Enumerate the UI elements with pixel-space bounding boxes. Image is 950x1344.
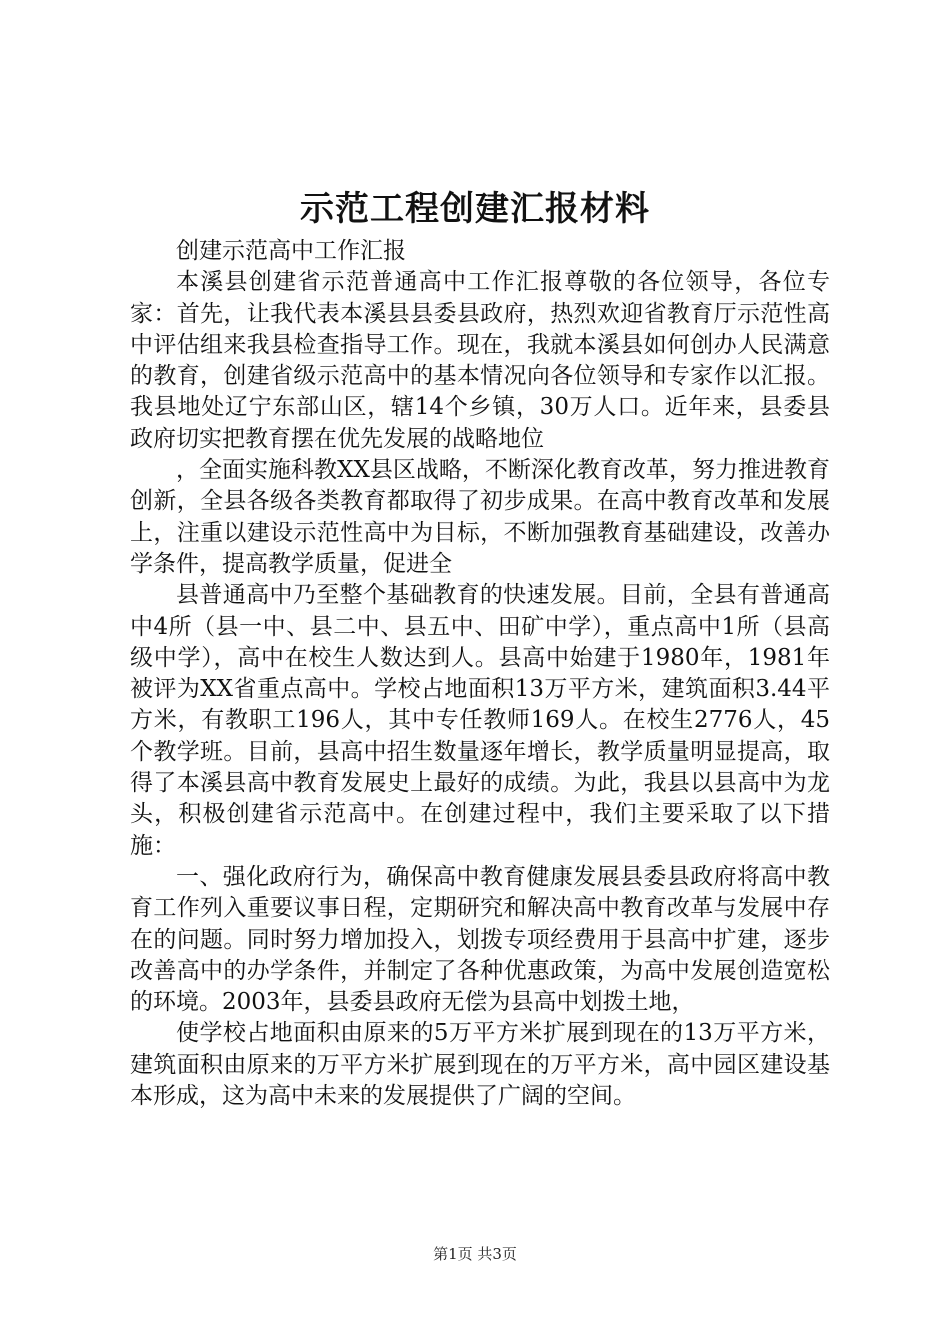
paragraph: 本溪县创建省示范普通高中工作汇报尊敬的各位领导，各位专家：首先，让我代表本溪县县委县政府，热烈欢迎省教育厅示范性高中评估组来我县检查指导工作。现在，我就本溪县如何创办人民满意的教育，创建省级示范高中的基本情况向各位领导和专家作以汇报。我县地处辽宁东部山区，辖14个乡镇，30万人口。近年来，县委县政府切实把教育摆在优先发展的战略地位 xyxy=(130,269,830,452)
paragraph: ，全面实施科教XX县区战略，不断深化教育改革，努力推进教育创新，全县各级各类教育都取得了初步成果。在高中教育改革和发展上，注重以建设示范性高中为目标，不断加强教育基础建设，改善办学条件，提高教学质量，促进全 xyxy=(130,457,830,577)
paragraph: 使学校占地面积由原来的5万平方米扩展到现在的13万平方米，建筑面积由原来的万平方米扩展到现在的万平方米，高中园区建设基本形成，这为高中未来的发展提供了广阔的空间。 xyxy=(130,1020,830,1110)
document-body xyxy=(130,236,830,1112)
page-number-footer: 第1页 共3页 xyxy=(433,1245,517,1263)
paragraph: 一、强化政府行为，确保高中教育健康发展县委县政府将高中教育工作列入重要议事日程，定期研究和解决高中教育改革与发展中存在的问题。同时努力增加投入，划拨专项经费用于县高中扩建，逐步改善高中的办学条件，并制定了各种优惠政策，为高中发展创造宽松的环境。2003年，县委县政府无偿为县高中划拨土地， xyxy=(130,863,830,1016)
paragraph: 县普通高中乃至整个基础教育的快速发展。目前，全县有普通高中4所（县一中、县二中、县五中、田矿中学），重点高中1所（县高级中学），高中在校生人数达到人。县高中始建于1980年，1981年被评为XX省重点高中。学校占地面积13万平方米，建筑面积3.44平方米，有教职工196人，其中专任教师169人。在校生2776人，45个教学班。目前，县高中招生数量逐年增长，教学质量明显提高，取得了本溪县高中教育发展史上最好的成绩。为此，我县以县高中为龙头，积极创建省示范高中。在创建过程中，我们主要采取了以下措施： xyxy=(130,582,830,859)
document-title: 示范工程创建汇报材料 xyxy=(300,189,650,229)
paragraph-subtitle: 创建示范高中工作汇报 xyxy=(176,238,406,264)
